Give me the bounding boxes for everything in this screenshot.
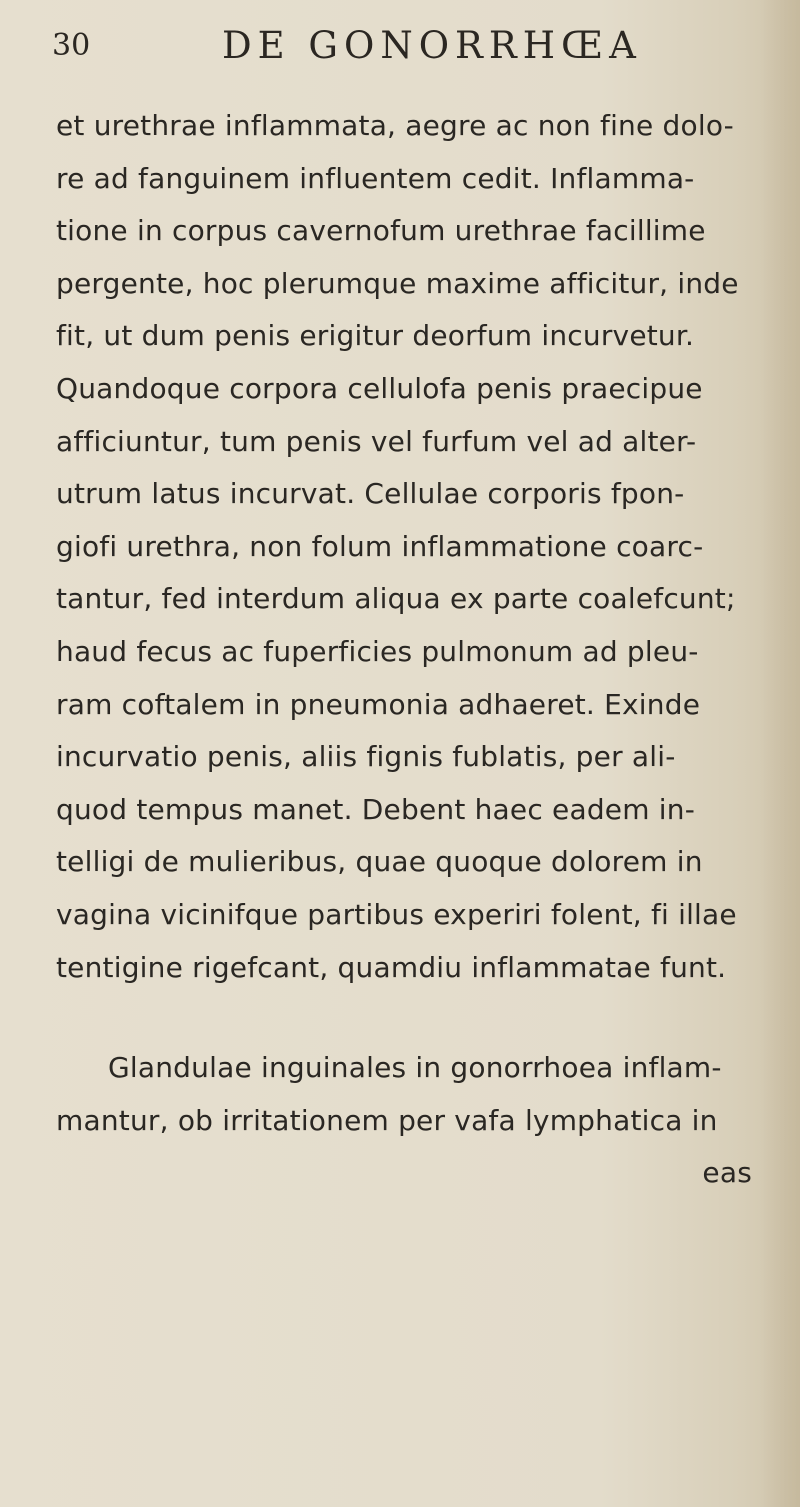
running-title: DE GONORRHŒA bbox=[222, 24, 642, 67]
text-line: tentigine rigefcant, quamdiu inflammatae funt. bbox=[56, 950, 727, 984]
text-line: tione in corpus cavernofum urethrae facillime bbox=[56, 214, 706, 248]
body-text bbox=[56, 100, 776, 1200]
catchword: eas bbox=[702, 1156, 752, 1190]
text-line: tantur, fed interdum aliqua ex parte coalefcunt; bbox=[56, 582, 736, 616]
text-line: giofi urethra, non folum inflammatione coarc- bbox=[56, 529, 704, 563]
page-number: 30 bbox=[52, 28, 91, 63]
text-line: et urethrae inflammata, aegre ac non fine dolo- bbox=[56, 109, 734, 142]
paragraph-2 bbox=[56, 1042, 776, 1147]
text-line: Quandoque corpora cellulofa penis praecipue bbox=[56, 371, 703, 405]
text-line: haud fecus ac fuperficies pulmonum ad pleu- bbox=[56, 634, 699, 668]
text-line: ram coftalem in pneumonia adhaeret. Exinde bbox=[56, 687, 701, 721]
text-line: re ad fanguinem influentem cedit. Inflamma- bbox=[56, 161, 695, 195]
text-line: incurvatio penis, aliis fignis fublatis, per ali- bbox=[56, 740, 676, 774]
text-line: fit, ut dum penis erigitur deorfum incurvetur. bbox=[56, 319, 695, 353]
text-line: telligi de mulieribus, quae quoque dolorem in bbox=[56, 845, 703, 879]
paragraph-gap bbox=[56, 994, 776, 1042]
text-line: afficiuntur, tum penis vel furfum vel ad alter- bbox=[56, 424, 697, 458]
text-line: vagina vicinifque partibus experiri folent, fi illae bbox=[56, 897, 737, 931]
paragraph-1 bbox=[56, 100, 776, 994]
text-line: mantur, ob irritationem per vafa lymphatica in bbox=[56, 1103, 718, 1137]
text-line: pergente, hoc plerumque maxime afficitur, inde bbox=[56, 266, 739, 300]
text-line: Glandulae inguinales in gonorrhoea inflam- bbox=[108, 1051, 722, 1085]
page-header bbox=[52, 18, 692, 68]
text-line: utrum latus incurvat. Cellulae corporis fpon- bbox=[56, 477, 685, 511]
text-line: quod tempus manet. Debent haec eadem in- bbox=[56, 792, 696, 826]
